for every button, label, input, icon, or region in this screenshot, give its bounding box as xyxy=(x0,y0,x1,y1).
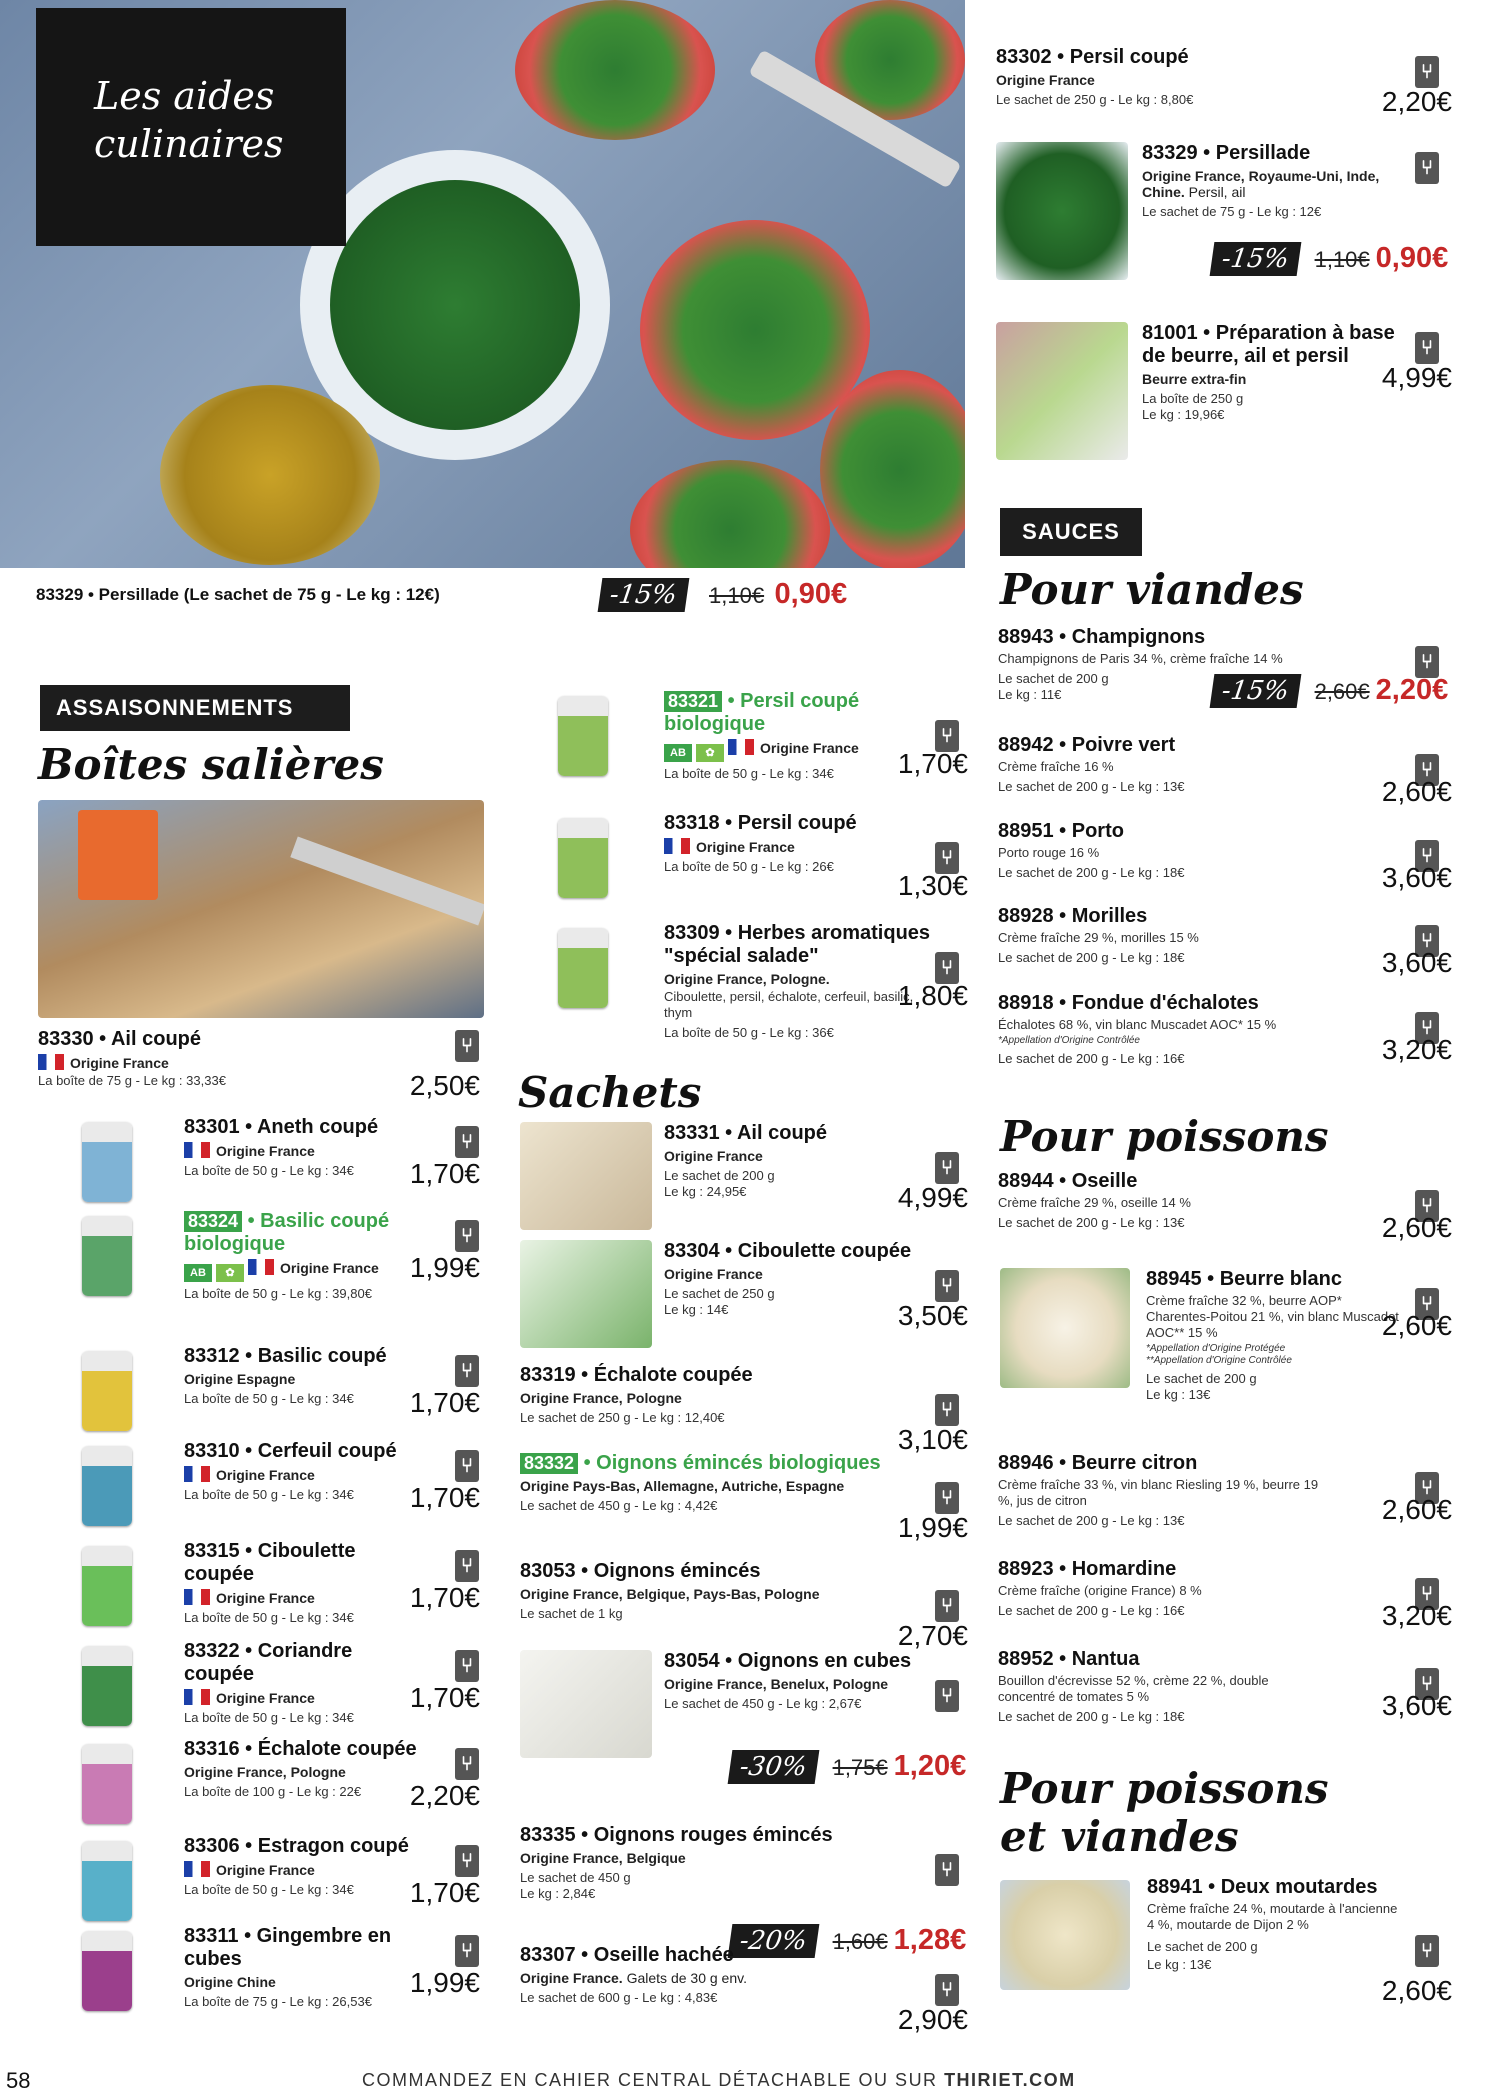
heading-pour-viandes: Pour viandes xyxy=(1000,565,1304,614)
product-detail: Le sachet de 200 g - Le kg : 18€ xyxy=(998,950,1185,965)
product-item: 83321 • Persil coupé biologique AB ✿ Origine France La boîte de 50 g - Le kg : 34€ xyxy=(664,690,934,782)
product-detail: Le sachet de 600 g - Le kg : 4,83€ xyxy=(520,1990,718,2005)
product-title: 83329 • Persillade xyxy=(1142,142,1311,164)
product-detail: Le sachet de 200 g xyxy=(998,671,1109,686)
product-photo xyxy=(1000,1268,1130,1388)
cutlery-icon: ⑂ xyxy=(1415,1935,1439,1967)
product-item: 83311 • Gingembre en cubes Origine Chine La boîte de 75 g - Le kg : 26,53€ xyxy=(184,1925,424,2010)
footer-cta: COMMANDEZ EN CAHIER CENTRAL DÉTACHABLE OU SUR THIRIET.COM xyxy=(362,2070,1076,2090)
product-detail: La boîte de 50 g - Le kg : 34€ xyxy=(664,766,834,781)
price: 3,60€ xyxy=(1381,862,1452,893)
cutlery-icon: ⑂ xyxy=(1415,1472,1439,1504)
price: 2,90€ xyxy=(897,2004,968,2035)
product-photo xyxy=(558,818,608,898)
cutlery-icon: ⑂ xyxy=(935,1270,959,1302)
product-deux-moutardes: 88941 • Deux moutardes Crème fraîche 24 %, moutarde à l'ancienne 4 %, moutarde de Dijon 2 % Le sachet de 200 g Le kg : 13€ xyxy=(1147,1876,1407,1973)
product-detail: Le sachet de 200 g - Le kg : 16€ xyxy=(998,1051,1185,1066)
price: 2,20€ xyxy=(409,1780,480,1811)
product-item: 88952 • Nantua Bouillon d'écrevisse 52 %, crème 22 %, double concentré de tomates 5 % Le sachet de 200 g - Le kg : 18€ xyxy=(998,1648,1328,1725)
french-flag-icon xyxy=(664,838,690,854)
product-detail: La boîte de 250 g xyxy=(1142,391,1244,406)
french-flag-icon xyxy=(184,1142,210,1158)
cutlery-icon: ⑂ xyxy=(455,1220,479,1252)
page-title-line2: culinaires xyxy=(94,122,284,166)
price: 1,70€ xyxy=(409,1682,480,1713)
product-photo xyxy=(82,1546,132,1626)
product-title: 83315 • Ciboulette coupée xyxy=(184,1540,356,1585)
product-title: 81001 • Préparation à base de beurre, ail et persil xyxy=(1142,322,1395,367)
product-item: 83329 • Persillade Origine France, Royaume-Uni, Inde, Chine. Persil, ail Le sachet de 75 g - Le kg : 12€ xyxy=(1142,142,1412,220)
price: 1,80€ xyxy=(897,980,968,1011)
price: 1,99€ xyxy=(897,1512,968,1543)
price: 3,60€ xyxy=(1381,947,1452,978)
cutlery-icon: ⑂ xyxy=(455,1650,479,1682)
french-flag-icon xyxy=(248,1259,274,1275)
product-detail: La boîte de 50 g - Le kg : 34€ xyxy=(184,1163,354,1178)
product-title: 83312 • Basilic coupé xyxy=(184,1345,387,1367)
price: 1,70€ xyxy=(897,748,968,779)
product-title: 83302 • Persil coupé xyxy=(996,46,1189,68)
product-title: 83311 • Gingembre en cubes xyxy=(184,1925,392,1970)
eu-organic-logo: ✿ xyxy=(696,744,724,762)
french-flag-icon xyxy=(728,739,754,755)
price: 2,60€ xyxy=(1381,1310,1452,1341)
product-photo xyxy=(520,1650,652,1758)
cutlery-icon: ⑂ xyxy=(455,1450,479,1482)
product-item: 83307 • Oseille hachée Origine France. Galets de 30 g env. Le sachet de 600 g - Le kg : 4,83€ xyxy=(520,1944,920,2006)
product-title: 83054 • Oignons en cubes xyxy=(664,1650,912,1672)
product-title: 83332 • Oignons émincés biologiques xyxy=(520,1452,920,1475)
product-detail: Le sachet de 200 g - Le kg : 13€ xyxy=(998,1215,1185,1230)
product-item: 88918 • Fondue d'échalotes Échalotes 68 %, vin blanc Muscadet AOC* 15 % *Appellation d'Origine Contrôlée Le sachet de 200 g - Le kg : 16€ xyxy=(998,992,1328,1067)
product-detail: Le sachet de 200 g - Le kg : 18€ xyxy=(998,865,1185,880)
site-link[interactable]: THIRIET.COM xyxy=(944,2070,1076,2090)
price: 3,20€ xyxy=(1381,1600,1452,1631)
product-title: 83301 • Aneth coupé xyxy=(184,1116,379,1138)
product-photo xyxy=(82,1446,132,1526)
product-detail: La boîte de 75 g - Le kg : 33,33€ xyxy=(38,1073,226,1088)
cutlery-icon: ⑂ xyxy=(935,1974,959,2006)
discount-badge: -15% xyxy=(1210,674,1301,708)
price: 1,30€ xyxy=(897,870,968,901)
price: 1,99€ xyxy=(409,1252,480,1283)
cutlery-icon: ⑂ xyxy=(455,1030,479,1062)
garlic-photo xyxy=(38,800,484,1018)
discount-badge: -15% xyxy=(598,578,689,612)
cutlery-icon: ⑂ xyxy=(1415,754,1439,786)
price: 2,60€ xyxy=(1381,776,1452,807)
product-ail-coupe: 83330 • Ail coupé Origine France La boîte de 75 g - Le kg : 33,33€ xyxy=(38,1028,478,1089)
cutlery-icon: ⑂ xyxy=(935,1394,959,1426)
ab-bio-logo: AB xyxy=(664,744,692,762)
heading-sachets: Sachets xyxy=(518,1068,702,1117)
cutlery-icon: ⑂ xyxy=(455,1126,479,1158)
product-title: 88952 • Nantua xyxy=(998,1648,1140,1670)
price: 1,70€ xyxy=(409,1482,480,1513)
product-title: 88946 • Beurre citron xyxy=(998,1452,1198,1474)
old-price: 1,10€ xyxy=(709,583,765,608)
product-code: 83321 xyxy=(664,691,722,712)
product-detail: Le sachet de 1 kg xyxy=(520,1606,623,1621)
new-price: 1,28€ xyxy=(893,1924,967,1956)
product-title: 83321 • Persil coupé biologique xyxy=(664,690,860,735)
product-title: 83307 • Oseille hachée xyxy=(520,1944,734,1966)
french-flag-icon xyxy=(184,1689,210,1705)
french-flag-icon xyxy=(184,1466,210,1482)
product-detail: La boîte de 50 g - Le kg : 34€ xyxy=(184,1610,354,1625)
ab-bio-logo: AB xyxy=(184,1264,212,1282)
product-detail: La boîte de 50 g - Le kg : 34€ xyxy=(184,1391,354,1406)
cutlery-icon: ⑂ xyxy=(935,1152,959,1184)
product-title: 88942 • Poivre vert xyxy=(998,734,1176,756)
product-photo xyxy=(996,142,1128,280)
product-item: 88946 • Beurre citron Crème fraîche 33 %, vin blanc Riesling 19 %, beurre 19 %, jus de citron Le sachet de 200 g - Le kg : 13€ xyxy=(998,1452,1328,1529)
cutlery-icon: ⑂ xyxy=(1415,840,1439,872)
french-flag-icon xyxy=(38,1054,64,1070)
cutlery-icon: ⑂ xyxy=(1415,56,1439,88)
page-title-box xyxy=(36,8,346,246)
discount-badge: -15% xyxy=(1210,242,1301,276)
price: 1,70€ xyxy=(409,1877,480,1908)
product-item: 88928 • Morilles Crème fraîche 29 %, morilles 15 % Le sachet de 200 g - Le kg : 18€ xyxy=(998,905,1328,966)
product-photo xyxy=(558,696,608,776)
product-title: 83316 • Échalote coupée xyxy=(184,1738,417,1760)
product-title: 83053 • Oignons émincés xyxy=(520,1560,761,1582)
cutlery-icon: ⑂ xyxy=(455,1355,479,1387)
cutlery-icon: ⑂ xyxy=(455,1845,479,1877)
cutlery-icon: ⑂ xyxy=(1415,152,1439,184)
product-detail: Le sachet de 250 g - Le kg : 8,80€ xyxy=(996,92,1194,107)
product-title: 83306 • Estragon coupé xyxy=(184,1835,409,1857)
product-detail: Le sachet de 450 g - Le kg : 2,67€ xyxy=(664,1696,862,1711)
price: 2,70€ xyxy=(897,1620,968,1651)
new-price: 1,20€ xyxy=(893,1750,967,1782)
product-title: 88945 • Beurre blanc xyxy=(1146,1268,1342,1290)
product-item: 83335 • Oignons rouges émincés Origine France, Belgique Le sachet de 450 g Le kg : 2,84€ xyxy=(520,1824,920,1902)
heading-boites-salieres: Boîtes salières xyxy=(38,740,384,789)
product-detail: La boîte de 50 g - Le kg : 34€ xyxy=(184,1882,354,1897)
cutlery-icon: ⑂ xyxy=(455,1550,479,1582)
heading-poissons-viandes: Pour poissons et viandes xyxy=(1000,1764,1329,1861)
product-item: 81001 • Préparation à base de beurre, ail et persil Beurre extra-fin La boîte de 250 g Le kg : 19,96€ xyxy=(1142,322,1412,423)
promo-price xyxy=(1212,242,1448,276)
product-detail: La boîte de 50 g - Le kg : 26€ xyxy=(664,859,834,874)
product-detail: Le sachet de 250 g - Le kg : 12,40€ xyxy=(520,1410,725,1425)
cutlery-icon: ⑂ xyxy=(935,1590,959,1622)
product-title: 88944 • Oseille xyxy=(998,1170,1138,1192)
price: 3,60€ xyxy=(1381,1690,1452,1721)
product-item: 88951 • Porto Porto rouge 16 % Le sachet de 200 g - Le kg : 18€ xyxy=(998,820,1328,881)
price: 1,70€ xyxy=(409,1387,480,1418)
section-sauces: SAUCES xyxy=(1000,508,1142,556)
product-item: 88942 • Poivre vert Crème fraîche 16 % Le sachet de 200 g - Le kg : 13€ xyxy=(998,734,1328,795)
product-detail: Le sachet de 75 g - Le kg : 12€ xyxy=(1142,204,1322,219)
price: 3,50€ xyxy=(897,1300,968,1331)
product-title: 88928 • Morilles xyxy=(998,905,1148,927)
price: 2,50€ xyxy=(409,1070,480,1101)
old-price: 1,75€ xyxy=(832,1755,888,1780)
price: 3,20€ xyxy=(1381,1034,1452,1065)
product-detail: Le sachet de 450 g xyxy=(520,1870,631,1885)
cutlery-icon: ⑂ xyxy=(1415,332,1439,364)
cutlery-icon: ⑂ xyxy=(935,720,959,752)
eu-organic-logo: ✿ xyxy=(216,1264,244,1282)
product-title: 83319 • Échalote coupée xyxy=(520,1364,753,1386)
product-title: 83318 • Persil coupé xyxy=(664,812,857,834)
product-item: 83304 • Ciboulette coupée Origine France Le sachet de 250 g Le kg : 14€ xyxy=(664,1240,934,1318)
french-flag-icon xyxy=(184,1861,210,1877)
product-detail: Le sachet de 200 g - Le kg : 18€ xyxy=(998,1709,1185,1724)
price: 4,99€ xyxy=(897,1182,968,1213)
product-title: 88943 • Champignons xyxy=(998,626,1206,648)
page-title-line1: Les aides xyxy=(94,74,275,118)
product-item: 83322 • Coriandre coupée Origine France La boîte de 50 g - Le kg : 34€ xyxy=(184,1640,424,1726)
new-price: 2,20€ xyxy=(1375,674,1449,706)
cutlery-icon: ⑂ xyxy=(935,1854,959,1886)
section-assaisonnements: ASSAISONNEMENTS xyxy=(40,685,350,731)
cutlery-icon: ⑂ xyxy=(1415,646,1439,678)
product-item: 83316 • Échalote coupée Origine France, Pologne La boîte de 100 g - Le kg : 22€ xyxy=(184,1738,424,1800)
cutlery-icon: ⑂ xyxy=(455,1935,479,1967)
product-item: 83312 • Basilic coupé Origine Espagne La boîte de 50 g - Le kg : 34€ xyxy=(184,1345,424,1407)
product-detail: La boîte de 50 g - Le kg : 34€ xyxy=(184,1710,354,1725)
product-photo xyxy=(82,1351,132,1431)
hero-caption: 83329 • Persillade (Le sachet de 75 g - Le kg : 12€) xyxy=(36,585,440,604)
cutlery-icon: ⑂ xyxy=(1415,925,1439,957)
product-photo xyxy=(558,928,608,1008)
product-item: 83315 • Ciboulette coupée Origine France La boîte de 50 g - Le kg : 34€ xyxy=(184,1540,424,1626)
new-price: 0,90€ xyxy=(1375,242,1449,274)
product-detail: Le sachet de 250 g xyxy=(664,1286,775,1301)
product-item: 83332 • Oignons émincés biologiques Origine Pays-Bas, Allemagne, Autriche, Espagne Le sachet de 450 g - Le kg : 4,42€ xyxy=(520,1452,920,1514)
product-title: 83309 • Herbes aromatiques "spécial salade" xyxy=(664,922,931,967)
product-item: 83310 • Cerfeuil coupé Origine France La boîte de 50 g - Le kg : 34€ xyxy=(184,1440,424,1503)
cutlery-icon: ⑂ xyxy=(1415,1578,1439,1610)
product-detail: Le sachet de 200 g xyxy=(1146,1371,1257,1386)
cutlery-icon: ⑂ xyxy=(1415,1012,1439,1044)
cutlery-icon: ⑂ xyxy=(935,952,959,984)
hero-promo xyxy=(600,578,847,612)
product-photo xyxy=(520,1240,652,1348)
price: 2,60€ xyxy=(1381,1975,1452,2006)
cutlery-icon: ⑂ xyxy=(935,1680,959,1712)
product-item: 83054 • Oignons en cubes Origine France, Benelux, Pologne Le sachet de 450 g - Le kg : 2,67€ xyxy=(664,1650,934,1712)
product-item: 83302 • Persil coupé Origine France Le sachet de 250 g - Le kg : 8,80€ xyxy=(996,46,1266,108)
product-title: 88918 • Fondue d'échalotes xyxy=(998,992,1259,1014)
cutlery-icon: ⑂ xyxy=(1415,1668,1439,1700)
promo-price xyxy=(730,1750,966,1784)
product-item: 88943 • Champignons Champignons de Paris 34 %, crème fraîche 14 % Le sachet de 200 g Le kg : 11€ xyxy=(998,626,1328,703)
page-number: 58 xyxy=(6,2068,31,2093)
product-item: 88923 • Homardine Crème fraîche (origine France) 8 % Le sachet de 200 g - Le kg : 16€ xyxy=(998,1558,1328,1619)
price: 1,70€ xyxy=(409,1158,480,1189)
product-title: 88941 • Deux moutardes xyxy=(1147,1876,1378,1898)
discount-badge: -30% xyxy=(728,1750,819,1784)
price: 2,20€ xyxy=(1381,86,1452,117)
product-item: 88944 • Oseille Crème fraîche 29 %, oseille 14 % Le sachet de 200 g - Le kg : 13€ xyxy=(998,1170,1328,1231)
moutarde-photo xyxy=(1000,1880,1130,1990)
product-item: 83318 • Persil coupé Origine France La boîte de 50 g - Le kg : 26€ xyxy=(664,812,934,875)
cutlery-icon: ⑂ xyxy=(935,1482,959,1514)
product-photo xyxy=(82,1216,132,1296)
heading-pour-poissons: Pour poissons xyxy=(1000,1112,1329,1161)
product-item: 83309 • Herbes aromatiques "spécial salade" Origine France, Pologne. Ciboulette, persil, échalote, cerfeuil, basilic, thym La boîte de 50 g - Le kg : 36€ xyxy=(664,922,934,1041)
product-photo xyxy=(82,1122,132,1202)
product-title: 83324 • Basilic coupé biologique xyxy=(184,1210,390,1255)
product-detail: La boîte de 50 g - Le kg : 39,80€ xyxy=(184,1286,372,1301)
product-detail: Le sachet de 200 g - Le kg : 13€ xyxy=(998,779,1185,794)
product-photo xyxy=(996,322,1128,460)
product-item: 83331 • Ail coupé Origine France Le sachet de 200 g Le kg : 24,95€ xyxy=(664,1122,934,1200)
product-detail: La boîte de 50 g - Le kg : 34€ xyxy=(184,1487,354,1502)
price: 4,99€ xyxy=(1381,362,1452,393)
product-item: 83324 • Basilic coupé biologique AB ✿ Origine France La boîte de 50 g - Le kg : 39,80€ xyxy=(184,1210,424,1302)
product-detail: Le sachet de 450 g - Le kg : 4,42€ xyxy=(520,1498,718,1513)
cutlery-icon: ⑂ xyxy=(455,1748,479,1780)
product-item: 83319 • Échalote coupée Origine France, Pologne Le sachet de 250 g - Le kg : 12,40€ xyxy=(520,1364,920,1426)
old-price: 1,10€ xyxy=(1314,247,1370,272)
product-title: 88923 • Homardine xyxy=(998,1558,1177,1580)
product-title: 83335 • Oignons rouges émincés xyxy=(520,1824,833,1846)
product-item: 83301 • Aneth coupé Origine France La boîte de 50 g - Le kg : 34€ xyxy=(184,1116,424,1179)
product-detail: La boîte de 100 g - Le kg : 22€ xyxy=(184,1784,362,1799)
product-title: 83331 • Ail coupé xyxy=(664,1122,827,1144)
product-title: 83310 • Cerfeuil coupé xyxy=(184,1440,397,1462)
product-title: 83304 • Ciboulette coupée xyxy=(664,1240,912,1262)
cutlery-icon: ⑂ xyxy=(1415,1190,1439,1222)
french-flag-icon xyxy=(184,1589,210,1605)
product-item: 83053 • Oignons émincés Origine France, Belgique, Pays-Bas, Pologne Le sachet de 1 kg xyxy=(520,1560,920,1622)
product-photo xyxy=(82,1931,132,2011)
old-price: 2,60€ xyxy=(1314,679,1370,704)
product-title: 83322 • Coriandre coupée xyxy=(184,1640,353,1685)
product-code: 83324 xyxy=(184,1211,242,1232)
price: 2,60€ xyxy=(1381,1494,1452,1525)
product-detail: Le sachet de 200 g xyxy=(664,1168,775,1183)
product-item: 88945 • Beurre blanc Crème fraîche 32 %, beurre AOP* Charentes-Poitou 21 %, vin blanc Muscadet AOC** 15 % *Appellation d'Origine Protégée **Appellation d'Origine Contrôlée Le sachet de 200 g Le kg : 13€ xyxy=(1146,1268,1406,1403)
product-detail: Le sachet de 200 g - Le kg : 13€ xyxy=(998,1513,1185,1528)
product-detail: La boîte de 75 g - Le kg : 26,53€ xyxy=(184,1994,372,2009)
price: 1,99€ xyxy=(409,1967,480,1998)
oil-bowl xyxy=(160,385,380,565)
old-price: 1,60€ xyxy=(832,1929,888,1954)
price: 2,60€ xyxy=(1381,1212,1452,1243)
product-photo xyxy=(520,1122,652,1230)
product-detail: La boîte de 50 g - Le kg : 36€ xyxy=(664,1025,834,1040)
product-photo xyxy=(82,1646,132,1726)
product-item: 83306 • Estragon coupé Origine France La boîte de 50 g - Le kg : 34€ xyxy=(184,1835,424,1898)
product-title: 83330 • Ail coupé xyxy=(38,1028,201,1050)
price: 3,10€ xyxy=(897,1424,968,1455)
cutlery-icon: ⑂ xyxy=(1415,1288,1439,1320)
product-title: 88951 • Porto xyxy=(998,820,1124,842)
product-photo xyxy=(82,1841,132,1921)
price: 1,70€ xyxy=(409,1582,480,1613)
product-photo xyxy=(82,1744,132,1824)
new-price: 0,90€ xyxy=(774,578,848,610)
promo-price xyxy=(1212,674,1448,708)
product-detail: Le sachet de 200 g - Le kg : 16€ xyxy=(998,1603,1185,1618)
product-code: 83332 xyxy=(520,1453,578,1474)
cutlery-icon: ⑂ xyxy=(935,842,959,874)
discount-badge: -20% xyxy=(728,1924,819,1958)
